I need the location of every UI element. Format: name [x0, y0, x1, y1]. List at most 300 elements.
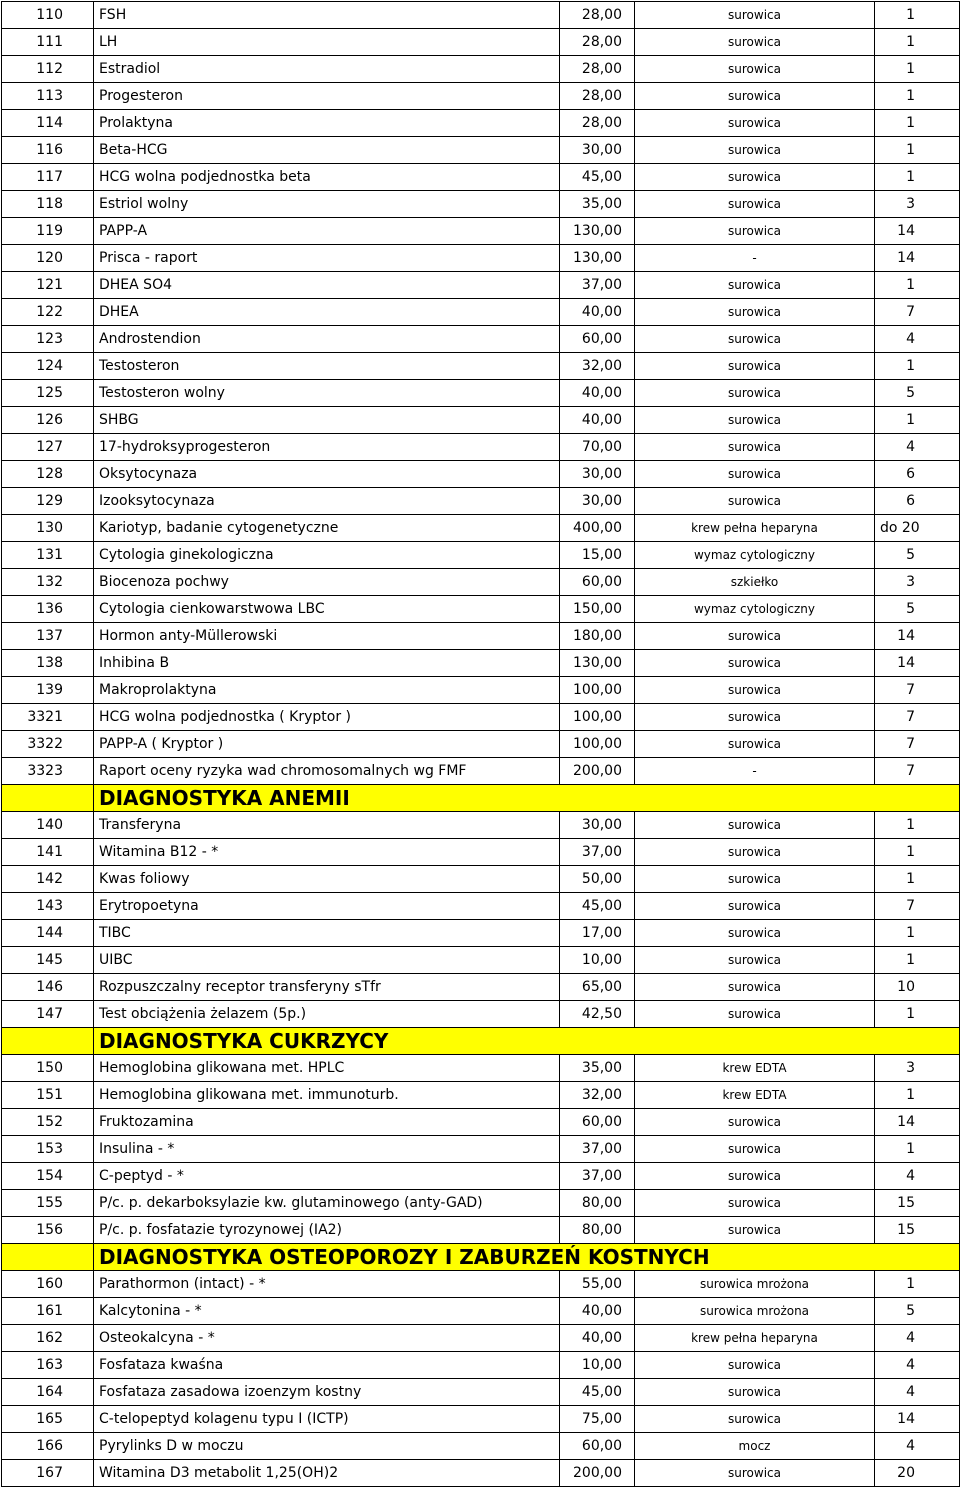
test-days: 1 [875, 812, 960, 839]
test-price: 30,00 [560, 461, 635, 488]
test-material: surowica [635, 650, 875, 677]
test-name: Hormon anty-Müllerowski [94, 623, 560, 650]
test-code: 154 [2, 1163, 94, 1190]
table-row [2, 1379, 960, 1406]
test-price: 400,00 [560, 515, 635, 542]
table-row [2, 272, 960, 299]
test-material: surowica [635, 56, 875, 83]
test-price: 28,00 [560, 2, 635, 29]
table-row [2, 83, 960, 110]
test-days: 15 [875, 1190, 960, 1217]
table-row [2, 839, 960, 866]
test-price: 35,00 [560, 1055, 635, 1082]
test-days: 1 [875, 947, 960, 974]
test-price: 60,00 [560, 569, 635, 596]
table-row [2, 1352, 960, 1379]
test-name: Fosfataza kwaśna [94, 1352, 560, 1379]
section-empty-cell [2, 1244, 94, 1271]
test-price: 80,00 [560, 1217, 635, 1244]
section-title: DIAGNOSTYKA CUKRZYCY [94, 1028, 960, 1055]
test-material: - [635, 758, 875, 785]
test-days: 4 [875, 1325, 960, 1352]
test-days: 1 [875, 272, 960, 299]
test-code: 120 [2, 245, 94, 272]
table-row [2, 1271, 960, 1298]
table-row [2, 920, 960, 947]
section-header-row [2, 785, 960, 812]
table-row [2, 380, 960, 407]
test-price: 150,00 [560, 596, 635, 623]
test-code: 146 [2, 974, 94, 1001]
test-days: 7 [875, 758, 960, 785]
test-material: surowica [635, 218, 875, 245]
test-name: SHBG [94, 407, 560, 434]
test-days: 1 [875, 164, 960, 191]
test-code: 128 [2, 461, 94, 488]
test-price: 75,00 [560, 1406, 635, 1433]
table-row [2, 758, 960, 785]
table-row [2, 1001, 960, 1028]
test-price: 28,00 [560, 56, 635, 83]
test-material: surowica [635, 29, 875, 56]
test-code: 163 [2, 1352, 94, 1379]
test-name: Kwas foliowy [94, 866, 560, 893]
test-price: 28,00 [560, 110, 635, 137]
table-row [2, 1433, 960, 1460]
table-row [2, 461, 960, 488]
section-title: DIAGNOSTYKA OSTEOPOROZY I ZABURZEŃ KOSTNYCH [94, 1244, 960, 1271]
table-row [2, 137, 960, 164]
test-days: 1 [875, 29, 960, 56]
test-name: P/c. p. fosfatazie tyrozynowej (IA2) [94, 1217, 560, 1244]
section-header-row [2, 1244, 960, 1271]
test-name: HCG wolna podjednostka beta [94, 164, 560, 191]
test-material: surowica [635, 434, 875, 461]
table-row [2, 299, 960, 326]
test-name: PAPP-A [94, 218, 560, 245]
test-name: Transferyna [94, 812, 560, 839]
table-row [2, 29, 960, 56]
test-name: Cytologia ginekologiczna [94, 542, 560, 569]
test-days: 3 [875, 191, 960, 218]
test-price: 15,00 [560, 542, 635, 569]
test-material: surowica [635, 1109, 875, 1136]
table-row [2, 623, 960, 650]
table-row [2, 245, 960, 272]
price-list-table [1, 1, 960, 1487]
test-material: surowica [635, 1379, 875, 1406]
test-code: 143 [2, 893, 94, 920]
test-days: 4 [875, 1433, 960, 1460]
table-row [2, 1190, 960, 1217]
test-code: 127 [2, 434, 94, 461]
test-material: surowica [635, 893, 875, 920]
table-row [2, 2, 960, 29]
table-row [2, 1136, 960, 1163]
section-empty-cell [2, 1028, 94, 1055]
test-code: 117 [2, 164, 94, 191]
test-code: 145 [2, 947, 94, 974]
test-days: 7 [875, 731, 960, 758]
test-days: 1 [875, 839, 960, 866]
test-code: 153 [2, 1136, 94, 1163]
test-name: C-peptyd - * [94, 1163, 560, 1190]
test-code: 113 [2, 83, 94, 110]
test-name: Fruktozamina [94, 1109, 560, 1136]
test-material: szkiełko [635, 569, 875, 596]
table-row [2, 1082, 960, 1109]
test-price: 40,00 [560, 1325, 635, 1352]
test-price: 28,00 [560, 83, 635, 110]
test-code: 123 [2, 326, 94, 353]
test-code: 121 [2, 272, 94, 299]
test-days: 6 [875, 461, 960, 488]
test-material: surowica [635, 83, 875, 110]
table-row [2, 218, 960, 245]
test-code: 119 [2, 218, 94, 245]
test-code: 164 [2, 1379, 94, 1406]
test-code: 131 [2, 542, 94, 569]
test-code: 155 [2, 1190, 94, 1217]
test-material: surowica [635, 974, 875, 1001]
test-code: 110 [2, 2, 94, 29]
test-material: surowica [635, 353, 875, 380]
test-name: Pyrylinks D w moczu [94, 1433, 560, 1460]
test-price: 60,00 [560, 1109, 635, 1136]
table-row [2, 1325, 960, 1352]
test-code: 126 [2, 407, 94, 434]
test-material: surowica [635, 1001, 875, 1028]
test-days: 14 [875, 650, 960, 677]
test-name: Hemoglobina glikowana met. HPLC [94, 1055, 560, 1082]
test-name: FSH [94, 2, 560, 29]
test-days: 1 [875, 137, 960, 164]
test-material: surowica [635, 731, 875, 758]
test-days: 1 [875, 1001, 960, 1028]
test-code: 151 [2, 1082, 94, 1109]
test-price: 70,00 [560, 434, 635, 461]
test-price: 60,00 [560, 326, 635, 353]
test-price: 130,00 [560, 245, 635, 272]
test-days: 1 [875, 1082, 960, 1109]
test-name: Hemoglobina glikowana met. immunoturb. [94, 1082, 560, 1109]
test-material: surowica [635, 1352, 875, 1379]
test-days: 6 [875, 488, 960, 515]
test-price: 100,00 [560, 731, 635, 758]
test-price: 32,00 [560, 353, 635, 380]
test-price: 30,00 [560, 137, 635, 164]
test-price: 45,00 [560, 164, 635, 191]
test-material: surowica [635, 947, 875, 974]
test-material: krew pełna heparyna [635, 1325, 875, 1352]
test-material: surowica [635, 110, 875, 137]
test-name: Kariotyp, badanie cytogenetyczne [94, 515, 560, 542]
table-row [2, 326, 960, 353]
test-material: surowica [635, 812, 875, 839]
test-days: 1 [875, 1136, 960, 1163]
test-name: Rozpuszczalny receptor transferyny sTfr [94, 974, 560, 1001]
test-price: 30,00 [560, 812, 635, 839]
test-days: 7 [875, 299, 960, 326]
test-days: 7 [875, 677, 960, 704]
test-material: surowica [635, 1136, 875, 1163]
table-row [2, 812, 960, 839]
test-days: 5 [875, 542, 960, 569]
test-code: 144 [2, 920, 94, 947]
table-row [2, 704, 960, 731]
test-price: 17,00 [560, 920, 635, 947]
test-name: Estriol wolny [94, 191, 560, 218]
test-name: Erytropoetyna [94, 893, 560, 920]
test-days: 7 [875, 893, 960, 920]
test-days: 14 [875, 623, 960, 650]
test-code: 3322 [2, 731, 94, 758]
test-days: do 20 [875, 515, 960, 542]
test-name: Cytologia cienkowarstwowa LBC [94, 596, 560, 623]
table-row [2, 731, 960, 758]
test-code: 165 [2, 1406, 94, 1433]
test-material: surowica [635, 2, 875, 29]
table-row [2, 893, 960, 920]
test-price: 42,50 [560, 1001, 635, 1028]
test-code: 152 [2, 1109, 94, 1136]
test-material: surowica [635, 866, 875, 893]
test-name: Kalcytonina - * [94, 1298, 560, 1325]
test-price: 37,00 [560, 1163, 635, 1190]
test-material: surowica [635, 407, 875, 434]
test-material: krew EDTA [635, 1082, 875, 1109]
test-name: Witamina B12 - * [94, 839, 560, 866]
test-material: surowica [635, 1163, 875, 1190]
test-name: PAPP-A ( Kryptor ) [94, 731, 560, 758]
test-name: Prolaktyna [94, 110, 560, 137]
test-code: 161 [2, 1298, 94, 1325]
test-days: 5 [875, 380, 960, 407]
test-days: 14 [875, 218, 960, 245]
test-price: 37,00 [560, 839, 635, 866]
table-row [2, 650, 960, 677]
test-material: mocz [635, 1433, 875, 1460]
test-name: HCG wolna podjednostka ( Kryptor ) [94, 704, 560, 731]
test-days: 4 [875, 1163, 960, 1190]
test-code: 3323 [2, 758, 94, 785]
test-name: DHEA [94, 299, 560, 326]
table-row [2, 866, 960, 893]
table-row [2, 515, 960, 542]
test-days: 15 [875, 1217, 960, 1244]
table-row [2, 677, 960, 704]
table-row [2, 164, 960, 191]
test-name: LH [94, 29, 560, 56]
test-price: 55,00 [560, 1271, 635, 1298]
test-material: surowica [635, 488, 875, 515]
section-empty-cell [2, 785, 94, 812]
test-name: Oksytocynaza [94, 461, 560, 488]
table-row [2, 434, 960, 461]
test-name: Makroprolaktyna [94, 677, 560, 704]
test-material: surowica [635, 461, 875, 488]
test-days: 20 [875, 1460, 960, 1487]
test-days: 1 [875, 920, 960, 947]
test-name: P/c. p. dekarboksylazie kw. glutaminowego (anty-GAD) [94, 1190, 560, 1217]
test-code: 122 [2, 299, 94, 326]
test-name: Fosfataza zasadowa izoenzym kostny [94, 1379, 560, 1406]
test-material: surowica [635, 164, 875, 191]
test-code: 166 [2, 1433, 94, 1460]
test-code: 125 [2, 380, 94, 407]
test-code: 139 [2, 677, 94, 704]
test-code: 129 [2, 488, 94, 515]
test-price: 37,00 [560, 272, 635, 299]
test-name: TIBC [94, 920, 560, 947]
test-material: surowica [635, 380, 875, 407]
test-material: surowica [635, 677, 875, 704]
test-name: Androstendion [94, 326, 560, 353]
test-code: 124 [2, 353, 94, 380]
test-price: 180,00 [560, 623, 635, 650]
test-material: surowica [635, 1217, 875, 1244]
test-price: 28,00 [560, 29, 635, 56]
test-material: - [635, 245, 875, 272]
table-row [2, 596, 960, 623]
test-price: 32,00 [560, 1082, 635, 1109]
test-material: surowica mrożona [635, 1298, 875, 1325]
test-material: surowica mrożona [635, 1271, 875, 1298]
test-code: 150 [2, 1055, 94, 1082]
test-price: 200,00 [560, 758, 635, 785]
test-days: 14 [875, 245, 960, 272]
test-name: Witamina D3 metabolit 1,25(OH)2 [94, 1460, 560, 1487]
price-list-body [2, 2, 960, 1487]
test-price: 45,00 [560, 1379, 635, 1406]
test-name: Estradiol [94, 56, 560, 83]
test-days: 1 [875, 110, 960, 137]
test-code: 162 [2, 1325, 94, 1352]
test-code: 138 [2, 650, 94, 677]
table-row [2, 974, 960, 1001]
test-material: surowica [635, 704, 875, 731]
test-days: 4 [875, 1379, 960, 1406]
table-row [2, 1460, 960, 1487]
test-days: 3 [875, 569, 960, 596]
table-row [2, 353, 960, 380]
test-price: 130,00 [560, 650, 635, 677]
test-days: 1 [875, 83, 960, 110]
test-name: 17-hydroksyprogesteron [94, 434, 560, 461]
test-price: 35,00 [560, 191, 635, 218]
test-name: Testosteron wolny [94, 380, 560, 407]
test-code: 156 [2, 1217, 94, 1244]
test-days: 1 [875, 353, 960, 380]
test-name: Testosteron [94, 353, 560, 380]
test-name: Raport oceny ryzyka wad chromosomalnych wg FMF [94, 758, 560, 785]
section-title: DIAGNOSTYKA ANEMII [94, 785, 960, 812]
test-code: 141 [2, 839, 94, 866]
test-code: 160 [2, 1271, 94, 1298]
test-days: 1 [875, 407, 960, 434]
table-row [2, 1163, 960, 1190]
test-name: Progesteron [94, 83, 560, 110]
test-name: Insulina - * [94, 1136, 560, 1163]
test-days: 3 [875, 1055, 960, 1082]
table-row [2, 569, 960, 596]
test-name: Test obciążenia żelazem (5p.) [94, 1001, 560, 1028]
test-price: 10,00 [560, 1352, 635, 1379]
test-material: krew pełna heparyna [635, 515, 875, 542]
test-material: krew EDTA [635, 1055, 875, 1082]
table-row [2, 191, 960, 218]
test-material: wymaz cytologiczny [635, 542, 875, 569]
test-material: surowica [635, 191, 875, 218]
test-price: 37,00 [560, 1136, 635, 1163]
test-name: DHEA SO4 [94, 272, 560, 299]
test-name: Parathormon (intact) - * [94, 1271, 560, 1298]
table-row [2, 56, 960, 83]
test-price: 40,00 [560, 407, 635, 434]
test-code: 167 [2, 1460, 94, 1487]
test-price: 60,00 [560, 1433, 635, 1460]
test-code: 116 [2, 137, 94, 164]
test-price: 200,00 [560, 1460, 635, 1487]
test-days: 5 [875, 1298, 960, 1325]
test-price: 40,00 [560, 380, 635, 407]
test-code: 136 [2, 596, 94, 623]
test-code: 111 [2, 29, 94, 56]
table-row [2, 542, 960, 569]
test-material: wymaz cytologiczny [635, 596, 875, 623]
test-days: 4 [875, 326, 960, 353]
table-row [2, 110, 960, 137]
test-days: 7 [875, 704, 960, 731]
test-price: 40,00 [560, 299, 635, 326]
test-price: 65,00 [560, 974, 635, 1001]
section-header-row [2, 1028, 960, 1055]
test-name: Izooksytocynaza [94, 488, 560, 515]
table-row [2, 1109, 960, 1136]
test-price: 80,00 [560, 1190, 635, 1217]
test-code: 112 [2, 56, 94, 83]
test-material: surowica [635, 920, 875, 947]
test-days: 5 [875, 596, 960, 623]
test-name: Prisca - raport [94, 245, 560, 272]
test-material: surowica [635, 326, 875, 353]
test-name: Biocenoza pochwy [94, 569, 560, 596]
test-code: 147 [2, 1001, 94, 1028]
test-code: 137 [2, 623, 94, 650]
test-days: 14 [875, 1406, 960, 1433]
table-row [2, 1217, 960, 1244]
test-code: 114 [2, 110, 94, 137]
test-material: surowica [635, 839, 875, 866]
test-price: 100,00 [560, 677, 635, 704]
test-code: 142 [2, 866, 94, 893]
test-material: surowica [635, 272, 875, 299]
table-row [2, 1298, 960, 1325]
test-name: Osteokalcyna - * [94, 1325, 560, 1352]
test-days: 10 [875, 974, 960, 1001]
test-name: Beta-HCG [94, 137, 560, 164]
test-code: 130 [2, 515, 94, 542]
test-code: 3321 [2, 704, 94, 731]
test-material: surowica [635, 1406, 875, 1433]
test-price: 100,00 [560, 704, 635, 731]
table-row [2, 407, 960, 434]
test-days: 4 [875, 1352, 960, 1379]
test-code: 132 [2, 569, 94, 596]
test-days: 1 [875, 2, 960, 29]
test-price: 30,00 [560, 488, 635, 515]
test-material: surowica [635, 1460, 875, 1487]
